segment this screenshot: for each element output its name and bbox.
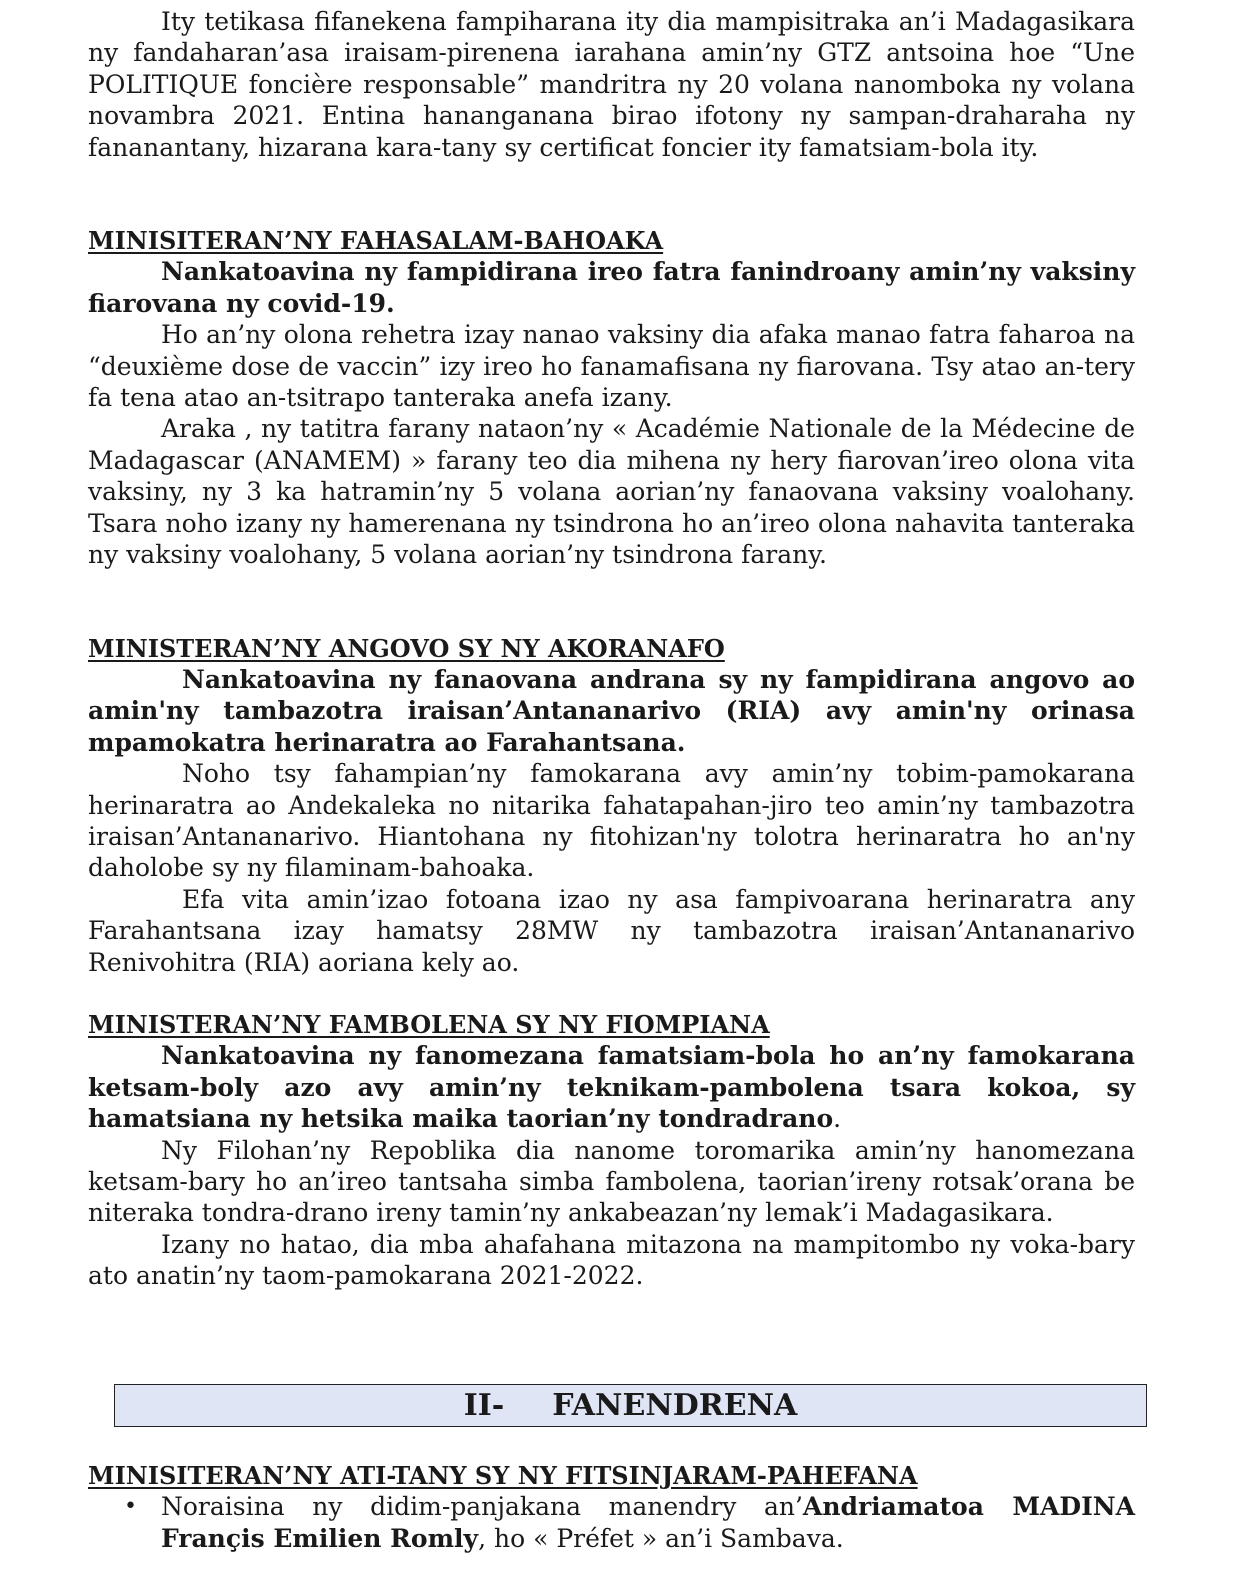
section-2-banner [114, 1384, 1147, 1427]
health-paragraph-1: Ho an’ny olona rehetra izay nanao vaksiny dia afaka manao fatra faharoa na “deuxième dose de vaccin” izy ireo ho fanamafisana ny fiarovana. Tsy atao an-tery fa tena atao an-tsitrapo tanteraka anefa izany. [88, 320, 1135, 413]
appointee-name: Andriamatoa MADINA Françis Emilien Romly [161, 1492, 1136, 1553]
agriculture-decision-lead: Nankatoavina ny fanomezana famatsiam-bola ho an’ny famokarana ketsam-boly azo avy amin’ny teknikam-pambolena tsara kokoa, sy hamatsiana ny hetsika maika taorian’ny tondradrano. [88, 1041, 1135, 1134]
energy-decision-lead: Nankatoavina ny fanaovana andrana sy ny fampidirana angovo ao amin'ny tambazotra iraisan’Antananarivo (RIA) avy amin'ny orinasa mpamokatra herinaratra ao Farahantsana. [88, 664, 1135, 757]
section-title: FANENDRENA [552, 1388, 798, 1423]
health-ministry-heading: MINISITERAN’NY FAHASALAM-BAHOAKA [88, 226, 664, 256]
intro-paragraph: Ity tetikasa fifanekena fampiharana ity dia mampisitraka an’i Madagasikara ny fandaharan’asa iraisam-pirenena iarahana amin’ny GTZ antsoina hoe “Une POLITIQUE foncière responsable” mandritra ny 20 volana nanomboka ny volana novambra 2021. Entina hananganana birao ifotony ny sampan-draharaha ny fananantany, hizarana kara-tany sy certificat foncier ity famatsiam-bola ity. [88, 7, 1135, 162]
agriculture-ministry-heading: MINISTERAN’NY FAMBOLENA SY NY FIOMPIANA [88, 1009, 770, 1039]
bullet-icon: • [124, 1494, 137, 1520]
agriculture-paragraph-1: Ny Filohan’ny Repoblika dia nanome toromarika amin’ny hanomezana ketsam-bary ho an’ireo tantsaha simba fambolena, taorian’ireny rotsak’orana be niteraka tondra-drano ireny tamin’ny ankabeazan’ny lemak’i Madagasikara. [88, 1135, 1135, 1228]
section-number: II- [463, 1388, 505, 1423]
territory-ministry-heading: MINISITERAN’NY ATI-TANY SY NY FITSINJARAM-PAHEFANA [88, 1461, 918, 1490]
agriculture-paragraph-2: Izany no hatao, dia mba ahafahana mitazona na mampitombo ny voka-bary ato anatin’ny taom-pamokarana 2021-2022. [88, 1229, 1135, 1291]
document-page [88, 0, 1135, 1292]
appointments-section [88, 1460, 1135, 1554]
health-paragraph-2: Araka , ny tatitra farany nataon’ny « Académie Nationale de la Médecine de Madagascar (ANAMEM) » farany teo dia mihena ny hery fiarovan’ireo olona vita vaksiny, ny 3 ka hatramin’ny 5 volana aorian’ny fanaovana vaksiny voalohany. Tsara noho izany ny hamerenana ny tsindrona ho an’ireo olona nahavita tanteraka ny vaksiny voalohany, 5 volana aorian’ny tsindrona farany. [88, 414, 1135, 570]
energy-ministry-heading: MINISTERAN’NY ANGOVO SY NY AKORANAFO [88, 633, 725, 663]
appointment-list-item: • Noraisina ny didim-panjakana manendry an’Andriamatoa MADINA Françis Emilien Romly, ho « Préfet » an’i Sambava. [124, 1492, 1136, 1553]
health-decision-lead: Nankatoavina ny fampidirana ireo fatra fanindroany amin’ny vaksiny fiarovana ny covid-19. [88, 257, 1135, 318]
energy-paragraph-2: Efa vita amin’izao fotoana izao ny asa fampivoarana herinaratra any Farahantsana izay hamatsy 28MW ny tambazotra iraisan’Antananarivo Renivohitra (RIA) aoriana kely ao. [88, 884, 1135, 977]
energy-paragraph-1: Noho tsy fahampian’ny famokarana avy amin’ny tobim-pamokarana herinaratra ao Andekaleka no nitarika fahatapahan-jiro teo amin’ny tambazotra iraisan’Antananarivo. Hiantohana ny fitohizan'ny tolotra herinaratra ho an'ny daholobe sy ny filaminam-bahoaka. [88, 759, 1135, 883]
